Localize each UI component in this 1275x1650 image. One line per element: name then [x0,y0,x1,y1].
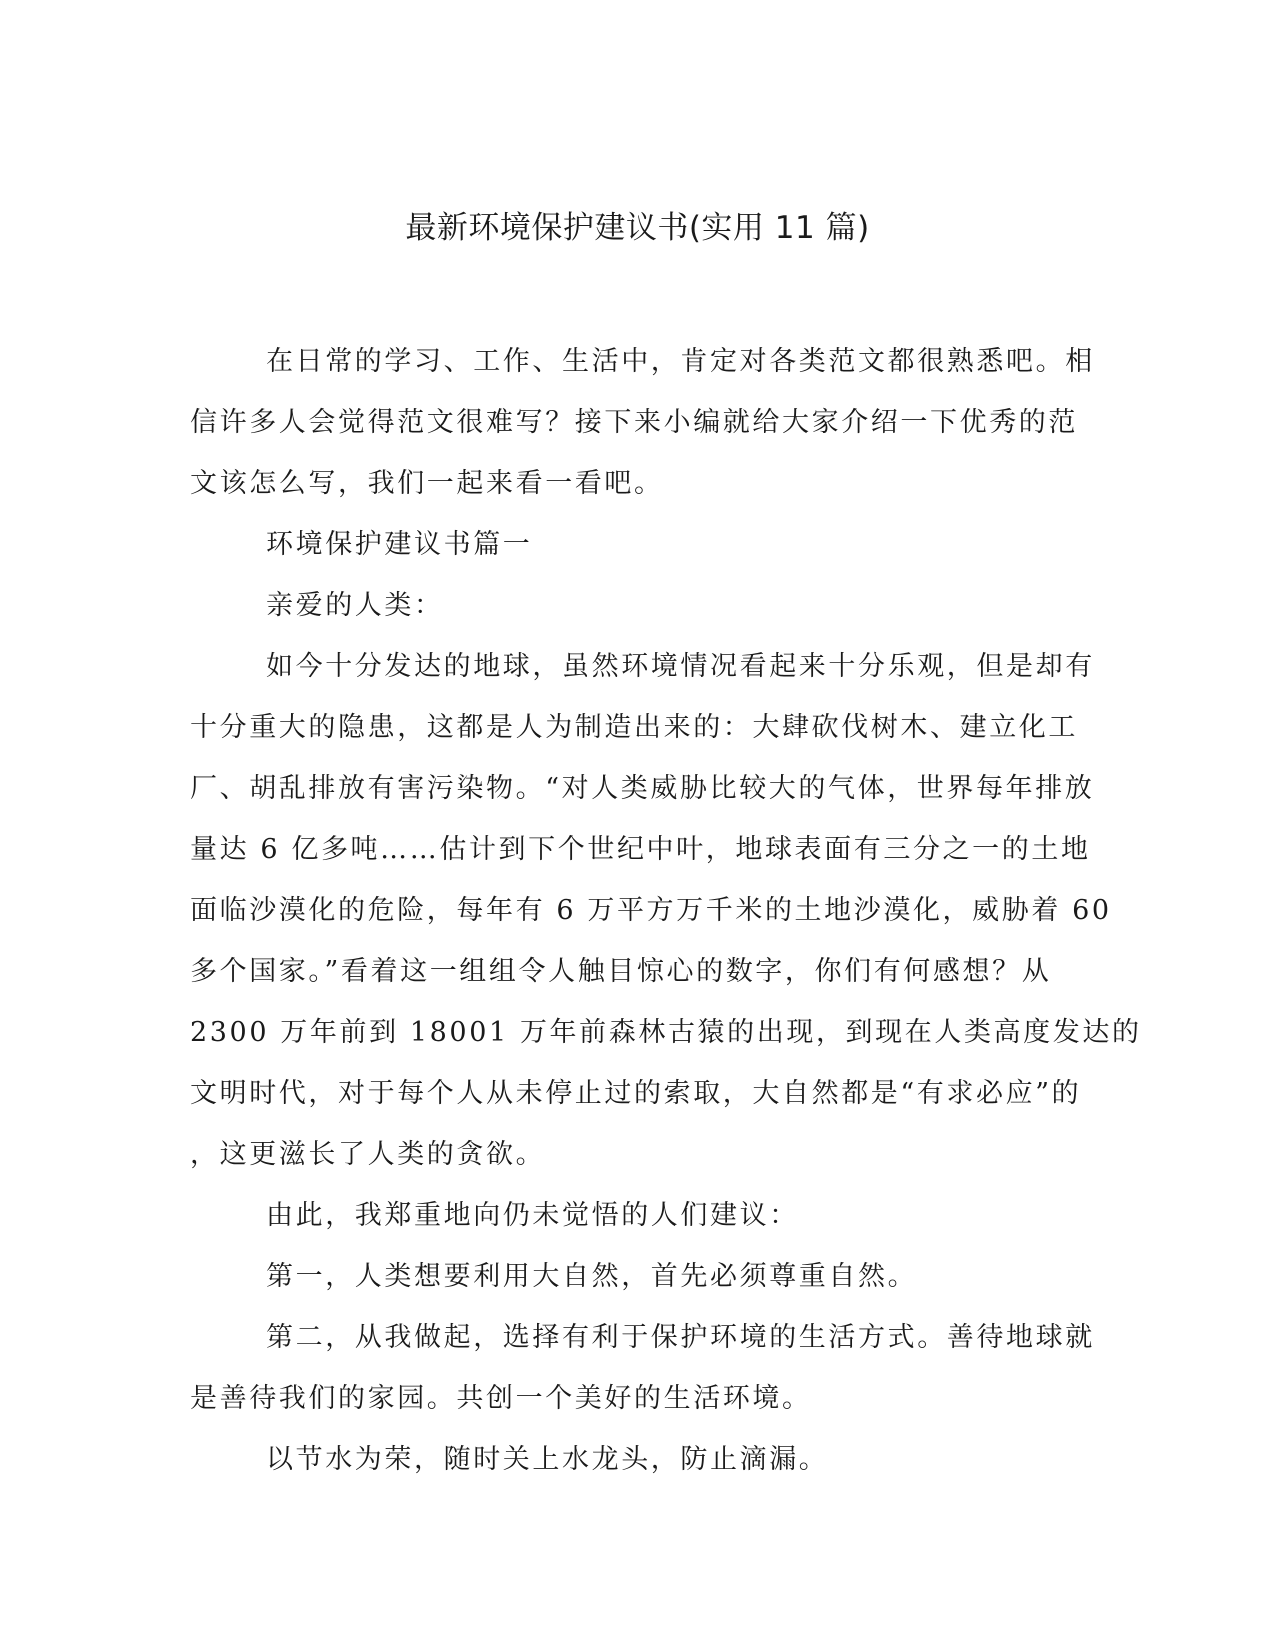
paragraph-4 [190,1307,1095,1429]
text-line: 2300 万年前到 18001 万年前森林古猿的出现，到现在人类高度发达的 [190,1017,1142,1048]
text-line: ，这更滋长了人类的贪欲。 [190,1139,546,1170]
salutation [190,575,1080,636]
document-title: 最新环境保护建议书(实用 11 篇) [405,210,870,246]
text-line: 十分重大的隐患，这都是人为制造出来的：大肆砍伐树木、建立化工 [190,712,1078,743]
text-line: 是善待我们的家园。共创一个美好的生活环境。 [190,1383,812,1414]
text-line: 面临沙漠化的危险，每年有 6 万平方万千米的土地沙漠化，威胁着 60 [190,895,1112,926]
text-line: 环境保护建议书篇一 [266,529,533,560]
text-line: 多个国家。”看着这一组组令人触目惊心的数字，你们有何感想？从 [190,956,1052,987]
paragraph-5 [190,1429,1080,1490]
text-line: 信许多人会觉得范文很难写？接下来小编就给大家介绍一下优秀的范 [190,407,1078,438]
text-line: 以节水为荣，随时关上水龙头，防止滴漏。 [266,1444,829,1475]
text-line: 文该怎么写，我们一起来看一看吧。 [190,468,664,499]
paragraph-3 [190,1246,1080,1307]
text-line: 第二，从我做起，选择有利于保护环境的生活方式。善待地球就 [266,1322,1095,1353]
section-heading [190,514,1080,575]
text-line: 第一，人类想要利用大自然，首先必须尊重自然。 [266,1261,918,1292]
text-line: 亲爱的人类： [266,590,444,621]
text-line: 如今十分发达的地球，虽然环境情况看起来十分乐观，但是却有 [266,651,1095,682]
text-line: 文明时代，对于每个人从未停止过的索取，大自然都是“有求必应”的 [190,1078,1082,1109]
paragraph-2 [190,1185,1080,1246]
text-line: 厂、胡乱排放有害污染物。“对人类威胁比较大的气体，世界每年排放 [190,773,1095,804]
intro-paragraph [190,331,1095,514]
text-line: 由此，我郑重地向仍未觉悟的人们建议： [266,1200,799,1231]
text-line: 量达 6 亿多吨……估计到下个世纪中叶，地球表面有三分之一的土地 [190,834,1091,865]
document-body [190,331,1142,1490]
paragraph-1 [190,636,1142,1185]
text-line: 在日常的学习、工作、生活中，肯定对各类范文都很熟悉吧。相 [266,346,1095,377]
